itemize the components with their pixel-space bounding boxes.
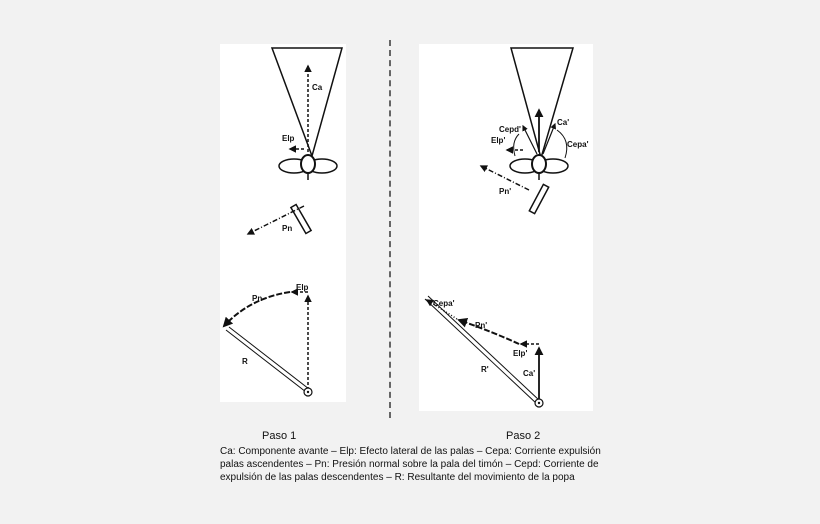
divider [389,40,391,418]
pn-vector [459,320,519,344]
elp-vector-label: Elp' [513,349,528,358]
caption-line: palas ascendentes – Pn: Presión normal sobre la pala del timón – Cepd: Corriente de [220,459,599,471]
cepa-vector-label: Cepa' [433,299,455,308]
propeller-icon [510,155,568,180]
pn-vector-label: Pn [252,294,263,303]
ca-label: Ca [312,83,323,92]
elp-label: Elp' [491,136,506,145]
caption-line: expulsión de las palas descendentes – R: Resultante del movimiento de la popa [220,472,575,484]
ca-vector-label: Ca' [523,369,536,378]
propeller-icon [279,155,337,180]
rudder [291,205,311,234]
step2-diagram [419,44,593,411]
cepd-label: Cepd' [499,125,521,134]
rudder [529,184,548,213]
step2-title: Paso 2 [506,430,541,442]
step1-title: Paso 1 [262,430,297,442]
pn-label: Pn' [499,187,512,196]
step1-diagram [220,44,346,402]
caption-line: Ca: Componente avante – Elp: Efecto lateral de las palas – Cepa: Corriente expulsión [220,446,601,457]
cepa-arc [557,130,567,158]
r-line-a [226,330,306,392]
cepa-label: Cepa' [567,140,589,149]
pn-vector-label: Pn' [475,321,488,330]
hull-cone [511,48,573,158]
r-label: R' [481,365,489,374]
cepd-arc [514,134,519,156]
r-label: R [242,357,248,366]
ca-label: Ca' [557,118,570,127]
step1-panel [220,44,346,402]
step2-panel [419,44,593,411]
legend-caption [220,445,610,485]
elp-label: Elp [282,134,295,143]
r-line-b [229,327,309,389]
pn-label: Pn [282,224,293,233]
elp-vector-label: Elp [296,283,309,292]
